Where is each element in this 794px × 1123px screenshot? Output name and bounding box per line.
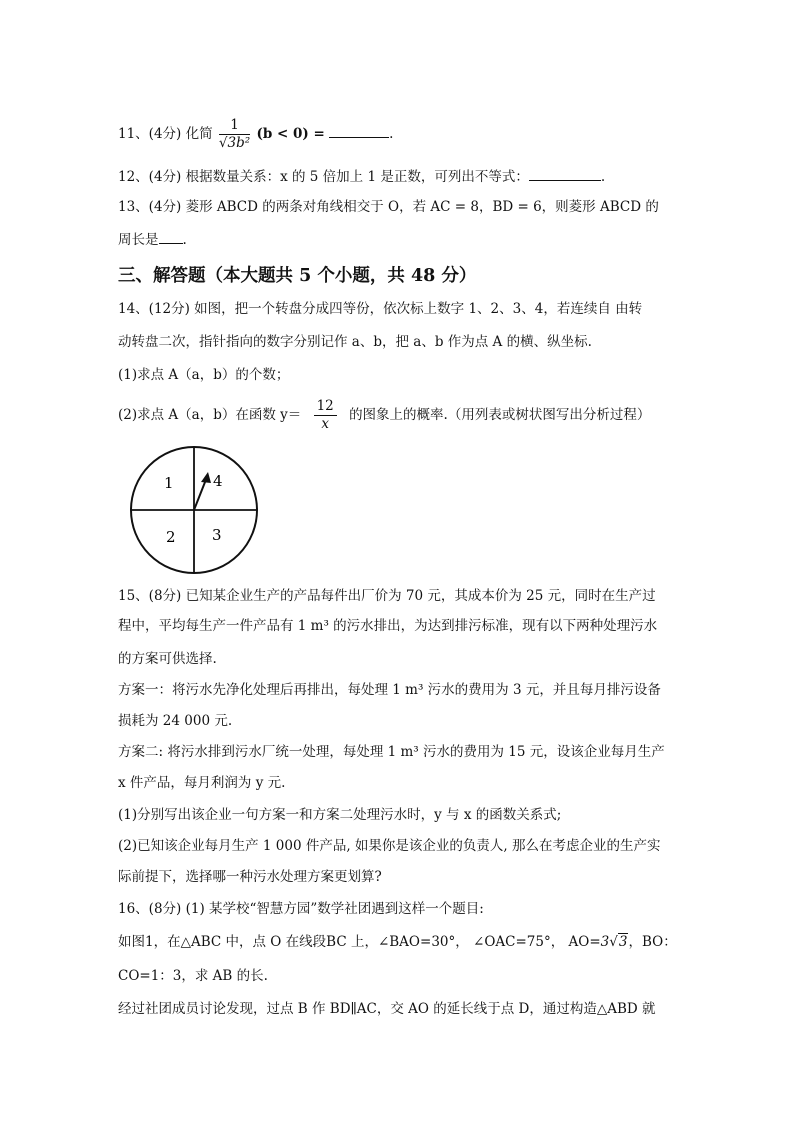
question-15-line-3: 的方案可供选择. (118, 651, 217, 667)
q11-fraction-numerator: 1 (219, 117, 250, 135)
sqrt-expression: 3√3 (600, 934, 628, 950)
q11-prefix: 11、(4分) 化简 (118, 126, 213, 142)
spinner-label-3: 3 (212, 526, 222, 544)
q11-condition: (b < 0) = (256, 126, 325, 142)
question-16-line-3: CO=1：3，求 AB 的长. (118, 968, 268, 984)
question-15-line-7: x 件产品，每月利润为 y 元. (118, 775, 286, 791)
question-15-line-5: 损耗为 24 000 元. (118, 713, 233, 729)
question-15-line-1: 15、(8分) 已知某企业生产的产品每件出厂价为 70 元，其成本价为 25 元，同时在生产过 (118, 588, 656, 604)
question-16-line-4: 经过社团成员讨论发现，过点 B 作 BD∥AC，交 AO 的延长线于点 D，通过构造△ABD 就 (118, 1001, 656, 1017)
question-13-line-2: 周长是 . (118, 229, 187, 249)
spinner-label-4: 4 (213, 472, 223, 490)
spinner-label-1: 1 (164, 474, 174, 492)
q11-fraction (219, 117, 250, 152)
question-12: 12、(4分) 根据数量关系：x 的 5 倍加上 1 是正数，可列出不等式： . (118, 166, 605, 186)
question-14-part-1: (1)求点 A（a，b）的个数； (118, 367, 290, 383)
q14-fraction: $\frac{12}{x}$ (314, 398, 337, 433)
section-3-heading: 三、解答题（本大题共 5 个小题，共 48 分） (118, 266, 477, 286)
question-14-part-2: (2)求点 A（a，b）在函数 y＝ $\frac{12}{x}$ 的图象上的概率.（用列表或树状图写出分析过程） (118, 398, 651, 432)
question-14-line-1: 14、(12分) 如图，把一个转盘分成四等份，依次标上数字 1、2、3、4，若连续自 由转 (118, 301, 643, 317)
question-15-part-1: (1)分别写出该企业一句方案一和方案二处理污水时，y 与 x 的函数关系式; (118, 807, 562, 823)
question-15-plan-1: 方案一：将污水先净化处理后再排出，每处理 1 m³ 污水的费用为 3 元，并且每月排污设备 (118, 682, 661, 698)
question-15-plan-2: 方案二: 将污水排到污水厂统一处理，每处理 1 m³ 污水的费用为 15 元，设该企业每月生产 (118, 744, 665, 760)
question-13-line-1: 13、(4分) 菱形 ABCD 的两条对角线相交于 O，若 AC = 8，BD = 6，则菱形 ABCD 的 (118, 199, 659, 215)
q12-answer-blank (529, 166, 601, 181)
spinner-pointer-head (201, 472, 211, 483)
question-14-line-2: 动转盘二次，指针指向的数字分别记作 a、b，把 a、b 作为点 A 的横、纵坐标. (118, 334, 592, 350)
spinner-label-2: 2 (166, 528, 176, 546)
question-15-part-2: (2)已知该企业每月生产 1 000 件产品, 如果你是该企业的负责人, 那么在考虑企业的生产实 (118, 838, 661, 854)
q12-text: 12、(4分) 根据数量关系：x 的 5 倍加上 1 是正数，可列出不等式： (118, 169, 529, 185)
q11-fraction-denominator: √3b² (218, 135, 251, 151)
spinner-diagram (128, 444, 264, 580)
question-11: 11、(4分) 化简 $\frac{1}{\text{√3b²}}$ (b < 0) = . (118, 117, 394, 151)
q11-answer-blank (329, 123, 389, 138)
q13-answer-blank (159, 229, 183, 244)
question-15-line-2: 程中，平均每生产一件产品有 1 m³ 的污水排出，为达到排污标准，现有以下两种处理污水 (118, 618, 658, 634)
question-15-line-10: 际前提下，选择哪一种污水处理方案更划算? (118, 869, 382, 885)
question-16-line-2: 如图1，在△ABC 中，点 O 在线段BC 上，∠BAO=30°， ∠OAC=75°， AO=3√3，BO： (118, 934, 677, 950)
question-16-line-1: 16、(8分) (1) 某学校“智慧方园”数学社团遇到这样一个题目: (118, 901, 484, 917)
